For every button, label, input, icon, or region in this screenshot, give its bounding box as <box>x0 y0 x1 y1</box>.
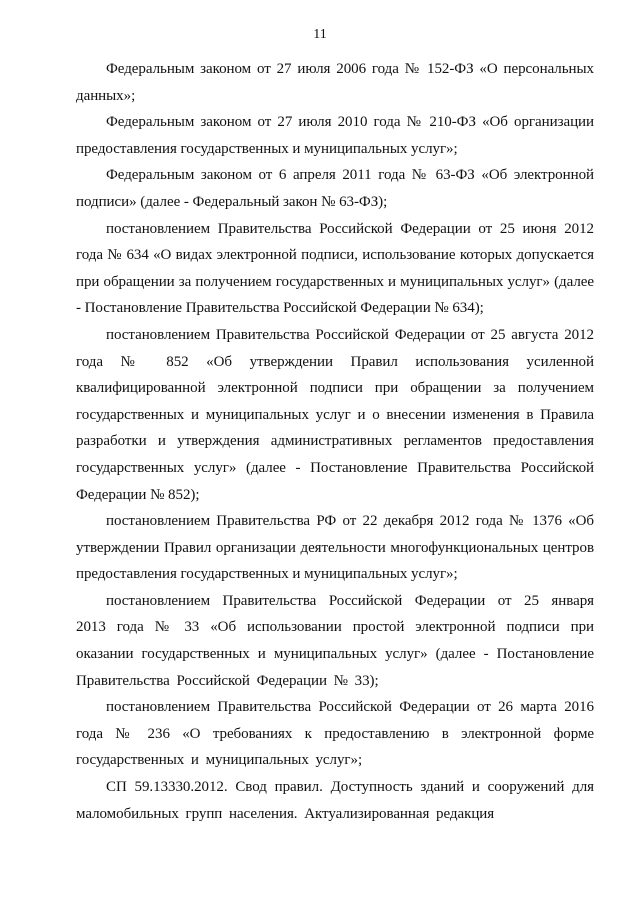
paragraph-resolution-852: постановлением Правительства Российской Федерации от 25 августа 2012 года № 852 «Об утверждении Правил использования усиленной квалифицированной электронной подписи при обращении за получением государственных и муниципальных услуг и о внесении изменения в Правила разработки и утверждения административных регламентов предоставления государственных услуг» (далее - Постановление Правительства Российской Федерации № 852); <box>76 326 594 503</box>
document-body <box>76 56 594 827</box>
paragraph-law-210: Федеральным законом от 27 июля 2010 года № 210-ФЗ «Об организации предоставления государственных и муниципальных услуг»; <box>76 114 594 157</box>
paragraph-resolution-634: постановлением Правительства Российской Федерации от 25 июня 2012 года № 634 «О видах электронной подписи, использование которых допускается при обращении за получением государственных и муниципальных услуг» (далее - Постановление Правительства Российской Федерации № 634); <box>76 220 594 317</box>
paragraph-resolution-33: постановлением Правительства Российской Федерации от 25 января 2013 года № 33 «Об использовании простой электронной подписи при оказании государственных и муниципальных услуг» (далее - Постановление Правительства Российской Федерации № 33); <box>76 592 594 689</box>
paragraph-sp-59: СП 59.13330.2012. Свод правил. Доступность зданий и сооружений для маломобильных групп населения. Актуализированная редакция <box>76 779 594 822</box>
page-number: 11 <box>313 27 327 42</box>
paragraph-resolution-1376: постановлением Правительства РФ от 22 декабря 2012 года № 1376 «Об утверждении Правил организации деятельности многофункциональных центров предоставления государственных и муниципальных услуг»; <box>76 513 594 583</box>
paragraph-law-63: Федеральным законом от 6 апреля 2011 года № 63-ФЗ «Об электронной подписи» (далее - Федеральный закон № 63-ФЗ); <box>76 167 594 210</box>
paragraph-law-152: Федеральным законом от 27 июля 2006 года № 152-ФЗ «О персональных данных»; <box>76 61 594 104</box>
paragraph-resolution-236: постановлением Правительства Российской Федерации от 26 марта 2016 года № 236 «О требованиях к предоставлению в электронной форме государственных и муниципальных услуг»; <box>76 699 594 769</box>
